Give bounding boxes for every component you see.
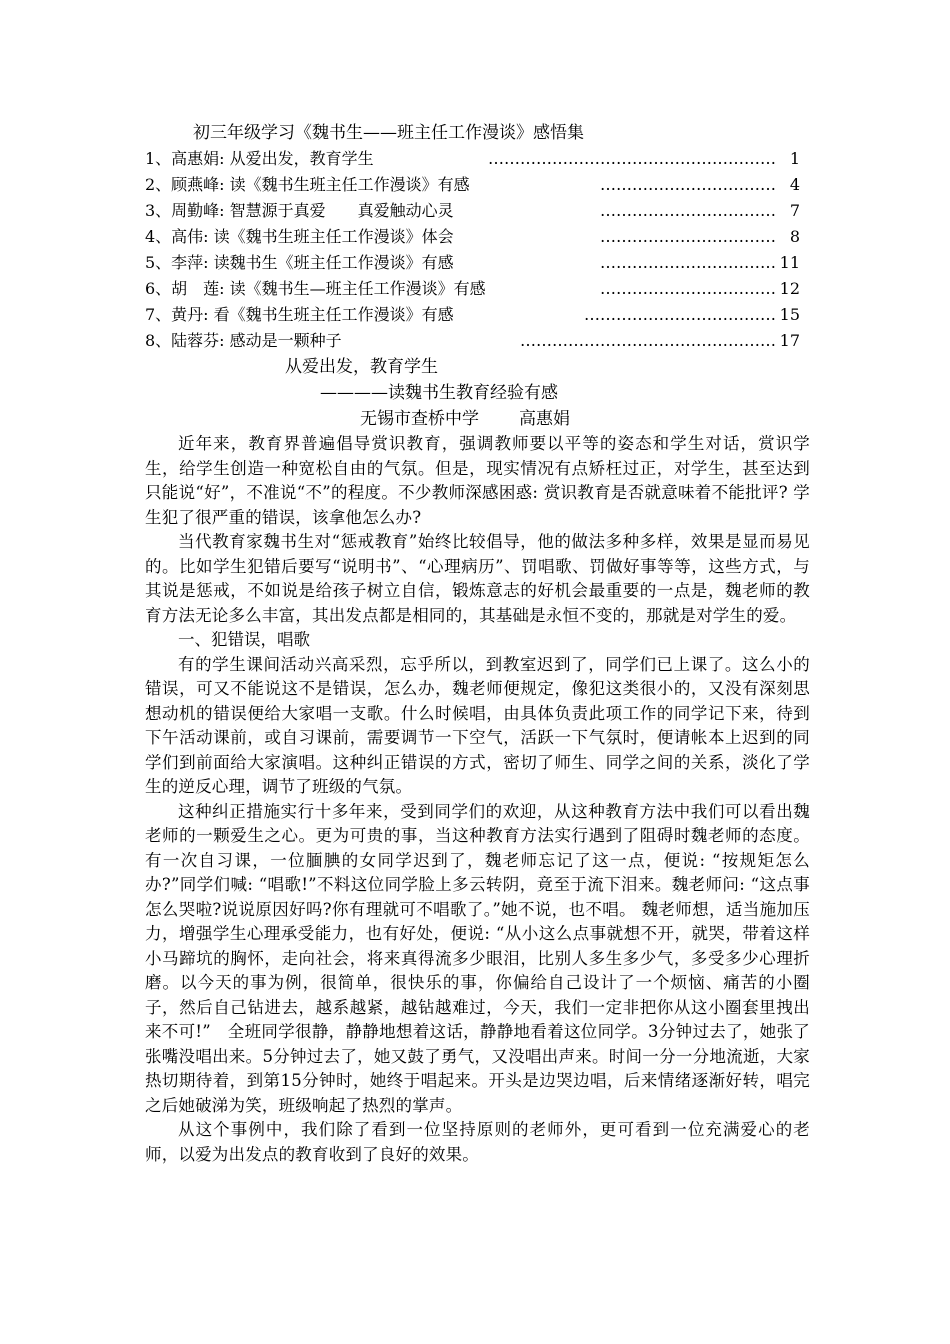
toc-entry-label: 1、高惠娟: 从爱出发，教育学生 bbox=[145, 149, 374, 168]
toc-leader-dots: ………………………………………… bbox=[520, 331, 776, 350]
toc-leader-dots: …………………………… bbox=[600, 201, 776, 220]
toc-page-number: 15 bbox=[780, 302, 800, 328]
toc-page-number: 7 bbox=[790, 198, 800, 224]
toc-entry[interactable] bbox=[145, 302, 810, 328]
section-heading: 一、犯错误，唱歌 bbox=[178, 630, 310, 649]
toc-leader-dots: ……………………………………………… bbox=[488, 149, 776, 168]
toc-entry[interactable] bbox=[145, 146, 810, 172]
collection-title: 初三年级学习《魏书生——班主任工作漫谈》感悟集 bbox=[193, 123, 584, 143]
body-paragraph: 这种纠正措施实行十多年来，受到同学们的欢迎，从这种教育方法中我们可以看出魏老师的一颗爱生之心。更为可贵的事，当这种教育方法实行遇到了阻碍时魏老师的态度。有一次自习课，一位腼腆的女同学迟到了，魏老师忘记了这一点，便说: “按规矩怎么办?”同学们喊: “唱歌!”不料这位同学脸上多云转阴，竟至于流下泪来。魏老师问: “这点事怎么哭啦?说说原因好吗?你有理就可不唱歌了。”她不说，也不唱。 魏老师想，适当施加压力，增强学生心理承受能力，也有好处，便说: “从小这么点事就想不开，就哭，带着这样小马蹄坑的胸怀，走向社会，将来真得流多少眼泪，比别人多生多少气，多受多少心理折磨。以今天的事为例，很简单，很快乐的事，你偏给自己设计了一个烦恼、痛苦的小圈子，然后自己钻进去，越系越紧，越钻越难过，今天，我们一定非把你从这小圈套里拽出来不可!” 全班同学很静，静静地想着这话，静静地看着这位同学。3分钟过去了，她张了张嘴没唱出来。5分钟过去了，她又鼓了勇气，又没唱出声来。时间一分一分地流逝，大家热切期待着，到第15分钟时，她终于唱起来。开头是边哭边唱，后来情绪逐渐好转，唱完之后她破涕为笑，班级响起了热烈的掌声。 bbox=[145, 801, 810, 1115]
toc-entry[interactable] bbox=[145, 328, 810, 354]
author-name: 高惠娟 bbox=[519, 409, 570, 429]
toc-page-number: 11 bbox=[780, 250, 800, 276]
toc-entry[interactable] bbox=[145, 224, 810, 250]
article-subtitle: ————读魏书生教育经验有感 bbox=[320, 383, 558, 403]
toc-page-number: 12 bbox=[780, 276, 800, 302]
toc-entry[interactable] bbox=[145, 276, 810, 302]
toc-page-number: 8 bbox=[790, 224, 800, 250]
toc-leader-dots: …………………………… bbox=[600, 175, 776, 194]
toc-entry[interactable] bbox=[145, 198, 810, 224]
toc-page-number: 4 bbox=[790, 172, 800, 198]
toc-page-number: 17 bbox=[780, 328, 800, 354]
toc-entry-label: 4、高伟: 读《魏书生班主任工作漫谈》体会 bbox=[145, 227, 454, 246]
toc-entry-label: 8、陆蓉芬: 感动是一颗种子 bbox=[145, 331, 342, 350]
toc-entry-label: 6、胡 莲: 读《魏书生—班主任工作漫谈》有感 bbox=[145, 279, 486, 298]
toc-page-number: 1 bbox=[790, 146, 800, 172]
toc-entry[interactable] bbox=[145, 250, 810, 276]
author-school: 无锡市查桥中学 bbox=[360, 409, 479, 429]
toc-entry-label: 2、顾燕峰: 读《魏书生班主任工作漫谈》有感 bbox=[145, 175, 470, 194]
toc-leader-dots: …………………………… bbox=[600, 279, 776, 298]
toc-entry-label: 5、李萍: 读魏书生《班主任工作漫谈》有感 bbox=[145, 253, 454, 272]
article-title: 从爱出发，教育学生 bbox=[285, 357, 438, 377]
table-of-contents bbox=[145, 146, 810, 354]
article-byline bbox=[145, 406, 810, 432]
toc-entry-label: 7、黄丹: 看《魏书生班主任工作漫谈》有感 bbox=[145, 305, 454, 324]
body-paragraph: 从这个事例中，我们除了看到一位坚持原则的老师外，更可看到一位充满爱心的老师，以爱为出发点的教育收到了良好的效果。 bbox=[145, 1120, 810, 1164]
toc-leader-dots: …………………………… bbox=[600, 253, 776, 272]
document-body bbox=[145, 120, 810, 1167]
body-paragraph: 当代教育家魏书生对“惩戒教育”始终比较倡导，他的做法多种多样，效果是显而易见的。比如学生犯错后要写“说明书”、“心理病历”、罚唱歌、罚做好事等等，这些方式，与其说是惩戒，不如说是给孩子树立自信，锻炼意志的好机会最重要的一点是，魏老师的教育方法无论多么丰富，其出发点都是相同的，其基础是永恒不变的，那就是对学生的爱。 bbox=[145, 532, 810, 625]
toc-entry-label: 3、周勤峰: 智慧源于真爱 真爱触动心灵 bbox=[145, 201, 454, 220]
toc-entry[interactable] bbox=[145, 172, 810, 198]
toc-leader-dots: …………………………… bbox=[600, 227, 776, 246]
body-paragraph: 近年来，教育界普遍倡导赏识教育，强调教师要以平等的姿态和学生对话，赏识学生，给学生创造一种宽松自由的气氛。但是，现实情况有点矫枉过正，对学生，甚至达到只能说“好”，不准说“不”的程度。不少教师深感困惑: 赏识教育是否就意味着不能批评? 学生犯了很严重的错误，该拿他怎么办? bbox=[145, 434, 810, 527]
toc-leader-dots: ……………………………… bbox=[584, 305, 776, 324]
body-paragraph: 有的学生课间活动兴高采烈，忘乎所以，到教室迟到了，同学们已上课了。这么小的错误，可又不能说这不是错误，怎么办，魏老师便规定，像犯这类很小的，又没有深刻思想动机的错误便给大家唱一支歌。什么时候唱，由具体负责此项工作的同学记下来，待到下午活动课前，或自习课前，需要调节一下空气，活跃一下气氛时，便请帐本上迟到的同学们到前面给大家演唱。这种纠正错误的方式，密切了师生、同学之间的关系，淡化了学生的逆反心理，调节了班级的气氛。 bbox=[145, 654, 810, 796]
